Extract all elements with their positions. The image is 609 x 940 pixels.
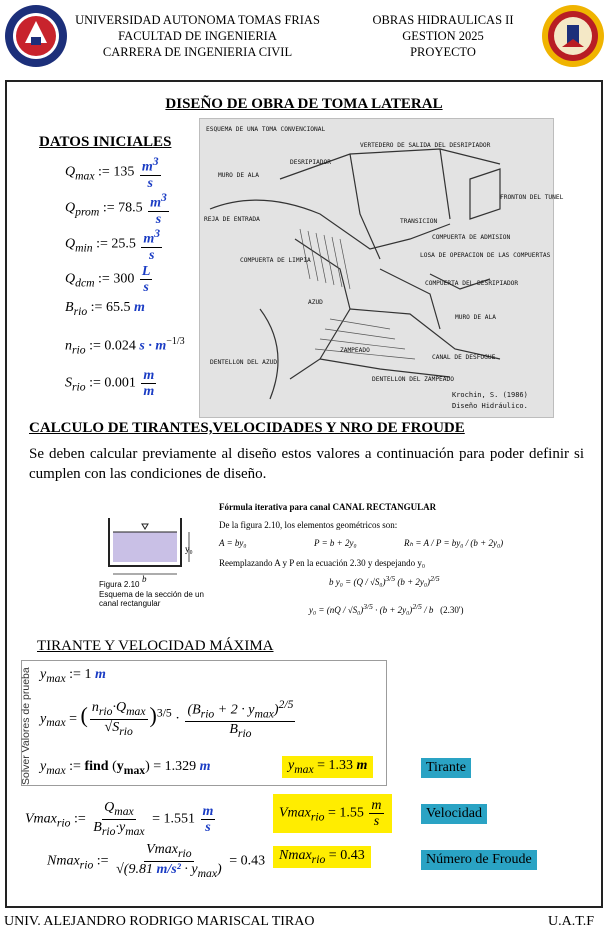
sketch-label-dentellon-zampeado: DENTELLON DEL ZAMPEADO [372,376,454,383]
datos-heading: DATOS INICIALES [39,134,172,150]
figure-label-y: y₀ [185,544,193,554]
sketch-label-compuerta-admision: COMPUERTA DE ADMISION [432,234,511,241]
page-title: DISEÑO DE OBRA DE TOMA LATERAL [165,96,443,112]
sketch-label-muro-ala: MURO DE ALA [218,172,259,179]
solve-block-label: Solver Valores de prueba [20,667,32,785]
calc-heading: CALCULO DE TIRANTES,VELOCIDADES Y NRO DE FROUDE [29,420,465,436]
university-logo-left [3,3,69,69]
figure-eq-a: A = by₀ [219,538,247,548]
sketch-label-azud: AZUD [308,299,323,306]
intake-sketch-drawing [200,119,564,419]
sketch-credit-author: Krochin, S. (1986) [452,391,528,399]
tag-froude: Número de Froude [421,850,537,870]
university-info [70,12,325,60]
course-info [358,12,528,60]
n-max-equation: Nmax$_{rio}$ := $\frac{Vmax_{rio}}{√(9.81 m/s^2 \cdot y_{max})}$ = 0.43 [47,842,266,880]
tag-tirante: Tirante [421,758,471,778]
n-rio-definition: $n_{rio}$ := 0.024 $s \cdot m^{-1/3}$ [65,336,185,357]
sketch-label-losa: LOSA DE OPERACION DE LAS COMPUERTAS [420,252,551,259]
course-type: PROYECTO [410,45,476,59]
figure-eq-iter-2: $y_0 = (nQ / √S_0)^{3/5} \cdot (b + 2y_0)^{2/5} / b$ (2.30') [309,602,464,615]
rectangular-channel-figure [99,502,589,632]
v-max-equation: Vmax$_{rio}$ := $\frac{Q_{max}}{B_{rio}\cdot y_{max}}$ = 1.551 $\frac{m}{s}$ [25,800,214,838]
sketch-label-desripiador: DESRIPIADOR [290,159,331,166]
q-dcm-definition: $Q_{dcm}$ := 300 $\frac{L}{s}$ [65,264,151,295]
faculty-name: FACULTAD DE INGENIERIA [118,29,277,43]
figure-eq-p: P = b + 2y₀ [314,538,357,548]
tag-velocidad: Velocidad [421,804,487,824]
career-name: CARRERA DE INGENIERIA CIVIL [102,45,293,59]
sketch-label-compuerta-limpia: COMPUERTA DE LIMPIA [240,257,311,264]
channel-section-icon [99,510,209,584]
figure-heading: Fórmula iterativa para canal CANAL RECTANGULAR [219,502,437,512]
q-min-definition: $Q_{min}$ := 25.5 $\frac{m^3}{s}$ [65,227,161,263]
sketch-label-vertedero: VERTEDERO DE SALIDA DEL DESRIPIADOR [360,142,491,149]
intake-sketch [199,118,564,418]
figure-label-b: b [142,574,147,584]
engineering-logo-right [540,3,606,69]
y-max-guess: $y_{max}$ := 1 m [40,667,106,685]
sketch-label-fronton: FRONTON DEL TUNEL [500,194,564,201]
page-header [0,0,609,72]
content-frame [5,80,603,908]
q-prom-definition: $Q_{prom}$ := 78.5 $\frac{m^3}{s}$ [65,191,167,227]
figure-eq-iter-1: b y₀ = (Q / √S₀)$^{3/5}$ $(b + 2y_0)^{2/5}$ [329,574,440,587]
sketch-label-canal-desfogue: CANAL DE DESFOGUE [432,354,496,361]
sketch-label-compuerta-desripiador: COMPUERTA DEL DESRIPIADOR [425,280,519,287]
sketch-title: ESQUEMA DE UNA TOMA CONVENCIONAL [206,126,326,133]
tirante-heading: TIRANTE Y VELOCIDAD MÁXIMA [37,638,274,654]
solve-block [21,660,387,786]
figure-eq-r: Rₕ = A / P = by₀ / (b + 2y₀) [404,538,504,548]
footer-author: UNIV. ALEJANDRO RODRIGO MARISCAL TIRAO [4,914,315,929]
b-rio-definition: $B_{rio}$ := 65.5 m [65,300,145,318]
v-max-result: Vmax$_{rio}$ = 1.55 $\frac{m}{s}$ [273,794,392,833]
q-max-definition: $Q_{max}$ := 135 $\frac{m^3}{s}$ [65,155,159,191]
y-max-find: $y_{max}$ := find $(y_{max}) = 1.329$ m [40,759,211,777]
s-rio-definition: $S_{rio}$ := 0.001 $\frac{m}{m}$ [65,368,155,399]
course-name: OBRAS HIDRAULICAS II [372,13,514,27]
footer-institution: U.A.T.F [548,914,595,929]
figure-line-1: De la figura 2.10, los elementos geométricos son: [219,520,398,530]
y-max-result: $y_{max} = 1.33$ m [282,756,373,778]
sketch-label-reja: REJA DE ENTRADA [204,216,260,223]
figure-caption: Figura 2.10 Esquema de la sección de un canal rectangular [99,580,204,608]
y-max-equation: $y_{max}$ = ( $\frac{n_{rio}\cdot Q_{max}}{√S_{rio}}$ )$^{3/5}$ · $\frac{(B_{rio} + 2 \cdot y_{max})^{2/5}}{B_{rio}}$ [40,698,294,741]
sketch-label-zampeado: ZAMPEADO [340,347,370,354]
sketch-label-dentellon-azud: DENTELLON DEL AZUD [210,359,278,366]
university-name: UNIVERSIDAD AUTONOMA TOMAS FRIAS [75,13,320,27]
sketch-label-transicion: TRANSICION [400,218,438,225]
course-year: GESTION 2025 [402,29,484,43]
n-max-result: Nmax$_{rio}$ = 0.43 [273,846,371,868]
figure-line-2: Reemplazando A y P en la ecuación 2.30 y despejando y₀ [219,558,425,568]
sketch-credit-book: Diseño Hidráulico. [452,402,528,410]
sketch-label-muro-ala-2: MURO DE ALA [455,314,496,321]
intro-paragraph: Se deben calcular previamente al diseño estos valores a continuación para poder definir si cumplen con las condiciones de diseño. [29,446,584,482]
